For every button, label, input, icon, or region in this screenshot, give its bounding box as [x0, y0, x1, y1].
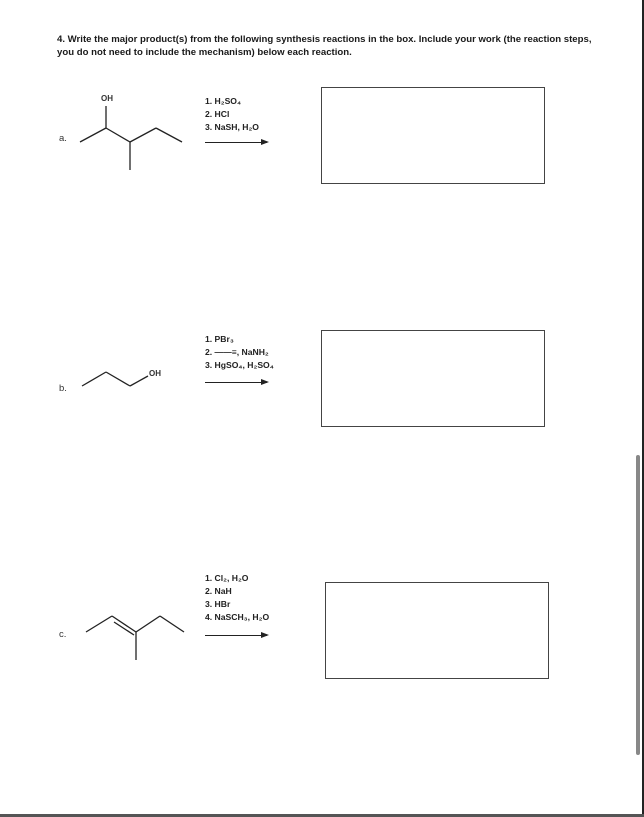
- problem-c-structure: [84, 612, 188, 662]
- problem-a-reagents: [205, 95, 259, 134]
- problem-b-step-1: 1. PBr₃: [205, 334, 234, 344]
- problem-b-answer-box[interactable]: [321, 330, 545, 427]
- problem-b-oh-label: OH: [149, 369, 161, 378]
- problem-c-step-3: 3. HBr: [205, 599, 231, 609]
- problem-b-arrow: [205, 382, 267, 383]
- problem-c-reagents: [205, 572, 269, 624]
- problem-b-step-3: 3. HgSO₄, H₂SO₄: [205, 360, 274, 370]
- problem-b-reagents: [205, 333, 274, 372]
- problem-c-arrow: [205, 635, 267, 636]
- problem-c-step-1: 1. Cl₂, H₂O: [205, 573, 249, 583]
- problem-a-step-2: 2. HCl: [205, 109, 230, 119]
- problem-a-step-3: 3. NaSH, H₂O: [205, 122, 259, 132]
- problem-a-oh-label: OH: [101, 94, 113, 103]
- problem-a-step-1: 1. H₂SO₄: [205, 96, 242, 106]
- problem-b-label: b.: [59, 383, 67, 394]
- problem-c-step-4: 4. NaSCH₃, H₂O: [205, 612, 270, 622]
- problem-a-arrow: [205, 142, 267, 143]
- problem-b-step-2: 2. ——≡, NaNH₂: [205, 347, 269, 357]
- problem-a-label: a.: [59, 133, 67, 144]
- problem-c-step-2: 2. NaH: [205, 586, 232, 596]
- problem-c-label: c.: [59, 629, 67, 640]
- question-text: 4. Write the major product(s) from the following synthesis reactions in the box. Include your work (the reaction steps, you do not need to include the mechanism) below each reaction.: [57, 34, 592, 58]
- problem-c-answer-box[interactable]: [325, 582, 549, 679]
- scrollbar[interactable]: [636, 455, 640, 755]
- problem-a-structure: [78, 94, 188, 176]
- problem-a-answer-box[interactable]: [321, 87, 545, 184]
